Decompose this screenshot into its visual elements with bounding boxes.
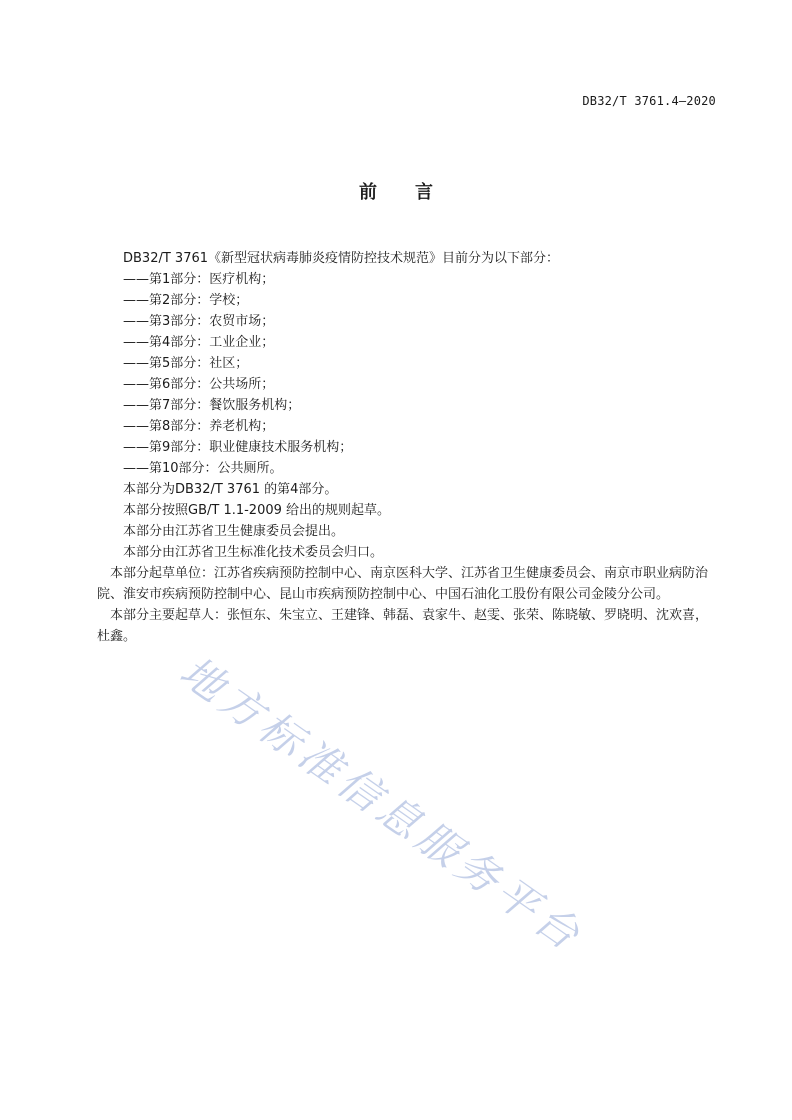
- part-item-6: ——第6部分：公共场所；: [123, 377, 275, 392]
- part-item-5: ——第5部分：社区；: [123, 356, 249, 371]
- drafters-paragraph: 本部分主要起草人：张恒东、朱宝立、王建锋、韩磊、袁家牛、赵雯、张荣、陈晓敏、罗晓明、沈欢喜，杜鑫。: [97, 608, 709, 644]
- document-code: DB32/T 3761.4—2020: [582, 94, 716, 108]
- page-title: [0, 178, 792, 204]
- foreword-body: [97, 248, 716, 647]
- part-item-3: ——第3部分：农贸市场；: [123, 314, 275, 329]
- drafting-units-paragraph: 本部分起草单位：江苏省疾病预防控制中心、南京医科大学、江苏省卫生健康委员会、南京市职业病防治院、淮安市疾病预防控制中心、昆山市疾病预防控制中心、中国石油化工股份有限公司金陵分公司。: [97, 566, 709, 602]
- part-item-4: ——第4部分：工业企业；: [123, 335, 275, 350]
- statement-drafting-rules: 本部分按照GB/T 1.1-2009 给出的规则起草。: [123, 503, 391, 518]
- part-item-9: ——第9部分：职业健康技术服务机构；: [123, 440, 353, 455]
- statement-centralized-by: 本部分由江苏省卫生标准化技术委员会归口。: [123, 545, 384, 560]
- part-item-1: ——第1部分：医疗机构；: [123, 272, 275, 287]
- part-item-2: ——第2部分：学校；: [123, 293, 249, 308]
- part-item-8: ——第8部分：养老机构；: [123, 419, 275, 434]
- title-char-1: 前: [359, 182, 377, 203]
- statement-part-number: 本部分为DB32/T 3761 的第4部分。: [123, 482, 338, 497]
- intro-paragraph: DB32/T 3761《新型冠状病毒肺炎疫情防控技术规范》目前分为以下部分：: [123, 251, 560, 266]
- part-item-7: ——第7部分：餐饮服务机构；: [123, 398, 301, 413]
- title-char-2: 言: [415, 182, 433, 203]
- part-item-10: ——第10部分：公共厕所。: [123, 461, 283, 476]
- statement-proposer: 本部分由江苏省卫生健康委员会提出。: [123, 524, 345, 539]
- watermark: 地方标准信息服务平台: [171, 646, 593, 963]
